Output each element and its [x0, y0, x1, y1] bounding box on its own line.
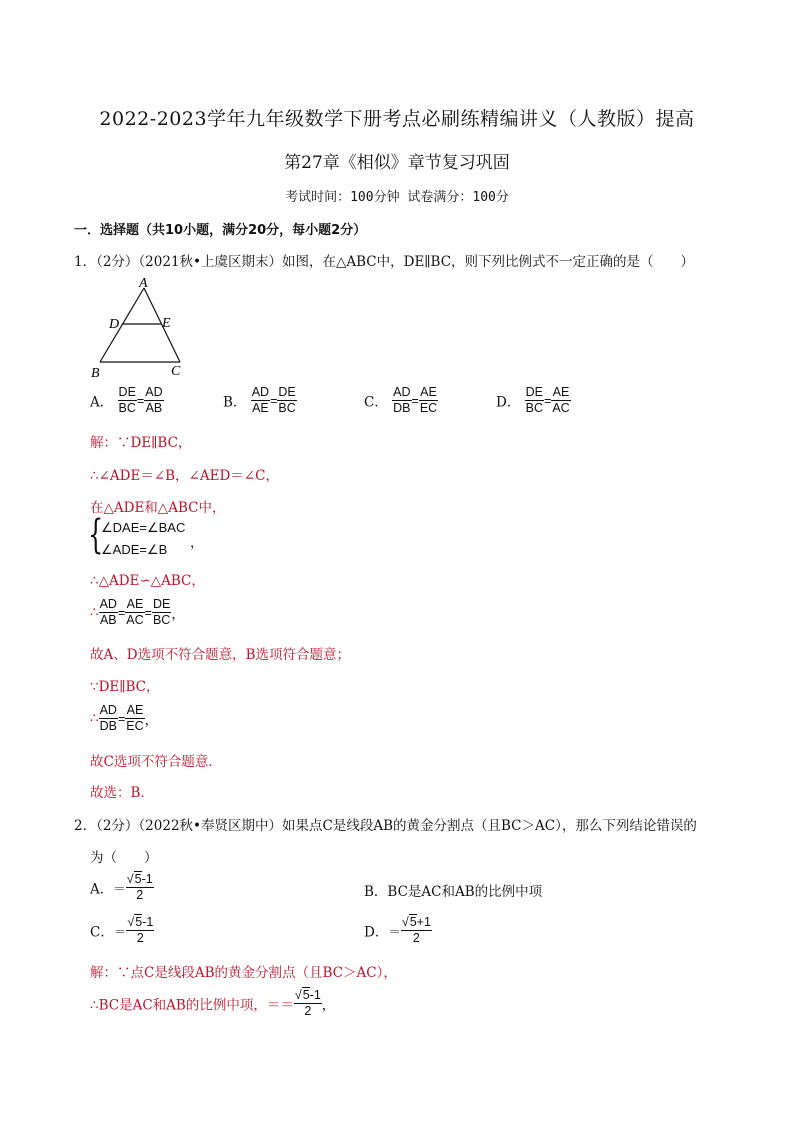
label-e: E: [162, 316, 171, 331]
label-b: B: [91, 366, 100, 381]
q1-solution-line-10: 故选：B．: [90, 785, 154, 801]
q1-solution-line-4: ∴△ADE∽△ABC，: [90, 573, 205, 589]
q1-solution-line-1: 解：∵DE∥BC，: [90, 435, 192, 451]
q2-option-a[interactable]: A．＝ $\frac{√5-1}{2}$: [90, 872, 153, 902]
system-brace: {: [88, 512, 104, 558]
q1-option-d[interactable]: D． $\frac{DE}{BC}$ = $\frac{AE}{AC}$: [496, 385, 570, 415]
exam-info: 考试时间：100分钟 试卷满分：100分: [285, 190, 509, 205]
q1-system-comma: ，: [190, 535, 204, 551]
q1-solution-line-9: 故C选项不符合题意．: [90, 754, 222, 770]
label-c: C: [171, 364, 181, 379]
q1-solution-ratio-line: ∴ $\frac{AD}{AB}$ = $\frac{AE}{AC}$ = $\frac{DE}{BC}$ ，: [90, 597, 185, 627]
q2-solution-line-2: ∴BC是AC和AB的比例中项，＝＝ $\frac{√5-1}{2}$ ，: [90, 988, 336, 1018]
section-heading: 一．选择题（共10小题，满分20分，每小题2分）: [74, 223, 367, 238]
q1-stem: 1．（2分）（2021秋•上虞区期末）如图，在△ABC中，DE∥BC，则下列比例式不一定正确的是（ ）: [74, 254, 695, 270]
q2-option-d[interactable]: D．＝ $\frac{√5+1}{2}$: [364, 915, 431, 945]
chapter-title: 第27章《相似》章节复习巩固: [284, 153, 510, 173]
q1-option-c[interactable]: C． $\frac{AD}{DB}$ = $\frac{AE}{EC}$: [364, 385, 438, 415]
q2-option-c[interactable]: C．＝ $\frac{√5-1}{2}$: [90, 915, 154, 945]
q1-option-b[interactable]: B． $\frac{AD}{AE}$ = $\frac{DE}{BC}$: [223, 385, 296, 415]
q2-stem-line-1: 2．（2分）（2022秋•奉贤区期中）如果点C是线段AB的黄金分割点（且BC＞AC），那么下列结论错误的: [74, 818, 697, 834]
q1-solution-ratio-line-2: ∴ $\frac{AD}{DB}$ = $\frac{AE}{EC}$ ，: [90, 703, 159, 733]
q1-solution-line-3: 在△ADE和△ABC中，: [90, 500, 226, 516]
q1-solution-line-7: ∵DE∥BC，: [90, 679, 160, 695]
q1-solution-line-2: ∴∠ADE＝∠B，∠AED＝∠C，: [90, 468, 279, 484]
label-a: A: [139, 276, 148, 291]
triangle-figure: [86, 274, 196, 382]
q2-solution-line-1: 解：∵点C是线段AB的黄金分割点（且BC＞AC），: [90, 965, 397, 981]
label-d: D: [109, 317, 120, 332]
q1-system-eq-1: ∠DAE=∠BAC: [101, 520, 186, 535]
q2-option-b[interactable]: B．BC是AC和AB的比例中项: [364, 884, 543, 900]
q2-stem-line-2: 为（ ）: [90, 850, 158, 866]
q1-solution-line-6: 故A、D选项不符合题意，B选项符合题意；: [90, 647, 350, 663]
doc-title: 2022-2023学年九年级数学下册考点必刷练精编讲义（人教版）提高: [99, 108, 695, 130]
q1-option-a[interactable]: A． $\frac{DE}{BC}$ = $\frac{AD}{AB}$: [90, 385, 163, 415]
q1-system-eq-2: ∠ADE=∠B: [101, 542, 168, 557]
